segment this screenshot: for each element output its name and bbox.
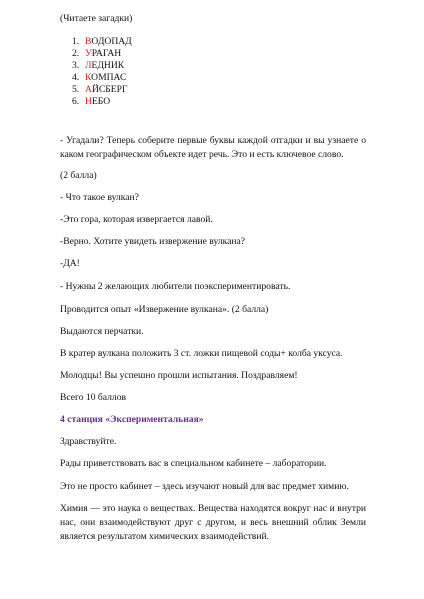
station-heading: 4 станция «Экспериментальная» bbox=[60, 414, 204, 425]
gloves-text: Выдаются перчатки. bbox=[60, 326, 144, 337]
experiment-text: Проводится опыт «Извержение вулкана». (2 балла) bbox=[60, 304, 269, 315]
not-simple-text: Это не просто кабинет – здесь изучают новый для вас предмет химию. bbox=[60, 481, 349, 492]
riddle-item: 3. ЛЕДНИК bbox=[72, 60, 125, 71]
hello-text: Здравствуйте. bbox=[60, 436, 117, 447]
crater-text: В кратер вулкана положить 3 ст. ложки пищевой соды+ колба уксуса. bbox=[60, 348, 343, 359]
guess-paragraph: - Угадали? Теперь соберите первые буквы каждой отгадки и вы узнаете о каком географическом объекте идет речь. Это и есть ключевое слово. bbox=[60, 135, 366, 160]
riddle-item: 4. КОМПАС bbox=[72, 72, 127, 83]
intro-text: (Читаете загадки) bbox=[60, 13, 133, 24]
riddle-item: 2. УРАГАН bbox=[72, 48, 122, 59]
total-text: Всего 10 баллов bbox=[60, 392, 127, 403]
riddle-item: 6. НЕБО bbox=[72, 96, 111, 107]
riddle-item: 1. ВОДОПАД bbox=[72, 36, 132, 47]
score-text: (2 балла) bbox=[60, 170, 97, 181]
welcome-text: Рады приветствовать вас в специальном кабинете – лаборатории. bbox=[60, 458, 327, 469]
question-eruption: -Верно. Хотите увидеть извержение вулкана? bbox=[60, 236, 246, 247]
riddle-item: 5. АЙСБЕРГ bbox=[72, 84, 128, 95]
answer-volcano: -Это гора, которая извергается лавой. bbox=[60, 214, 213, 225]
answer-yes: -ДА! bbox=[60, 258, 80, 269]
question-volcano: - Что такое вулкан? bbox=[60, 192, 139, 203]
chemistry-paragraph: Химия — это наука о веществах. Вещества находятся вокруг нас и внутри нас, они взаимодействуют друг с другом, и весь внешний облик Земли является результатом химических взаимодействий. bbox=[60, 503, 366, 542]
congrats-text: Молодцы! Вы успешно прошли испытания. Поздравляем! bbox=[60, 370, 298, 381]
volunteers-text: - Нужны 2 желающих любители поэкспериментировать. bbox=[60, 281, 291, 292]
